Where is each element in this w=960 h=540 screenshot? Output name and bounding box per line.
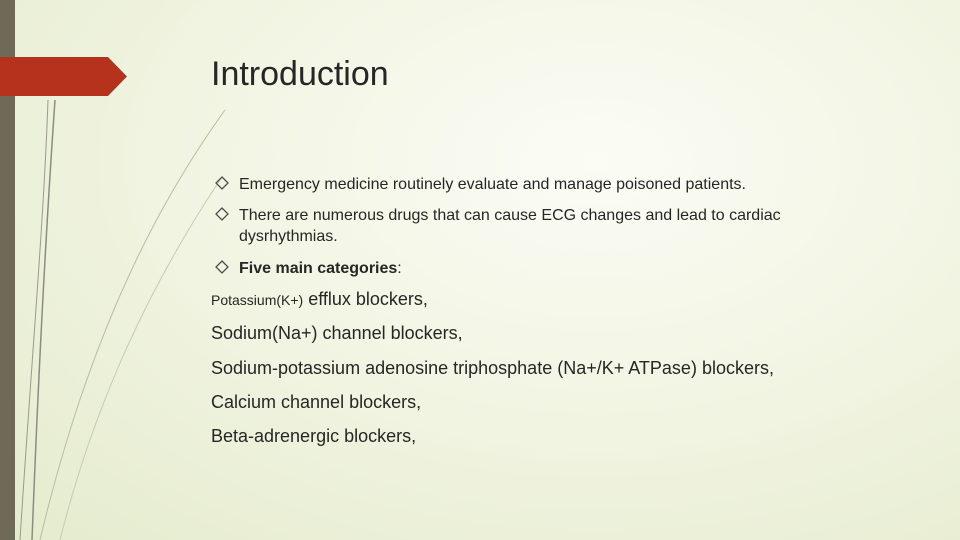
bullet-text: Emergency medicine routinely evaluate and manage poisoned patients. (239, 176, 746, 193)
category-potassium-prefix: Potassium(K+) (211, 292, 304, 308)
bullet-text (215, 258, 839, 279)
bullet-text: There are numerous drugs that can cause ECG changes and lead to cardiac dysrhythmias. (239, 207, 781, 245)
category-beta: Beta-adrenergic blockers, (211, 426, 417, 446)
bullet-bold-text: Five main categories (239, 260, 398, 277)
diamond-bullet-icon (215, 176, 229, 190)
accent-tab (0, 57, 127, 96)
bullet-rest-text: : (397, 260, 402, 277)
category-potassium-rest: efflux blockers, (303, 289, 428, 309)
category-sodium: Sodium(Na+) channel blockers, (211, 323, 463, 343)
bullet-item (215, 258, 839, 279)
diamond-bullet-icon (215, 207, 229, 221)
category-potassium (211, 289, 428, 310)
category-calcium: Calcium channel blockers, (211, 392, 422, 412)
bullet-item (215, 205, 839, 247)
bullet-item (215, 174, 839, 195)
slide-title: Introduction (211, 55, 389, 93)
diamond-bullet-icon (215, 260, 229, 274)
category-na-k-atpase: Sodium-potassium adenosine triphosphate (Na+/K+ ATPase) blockers, (211, 358, 774, 378)
